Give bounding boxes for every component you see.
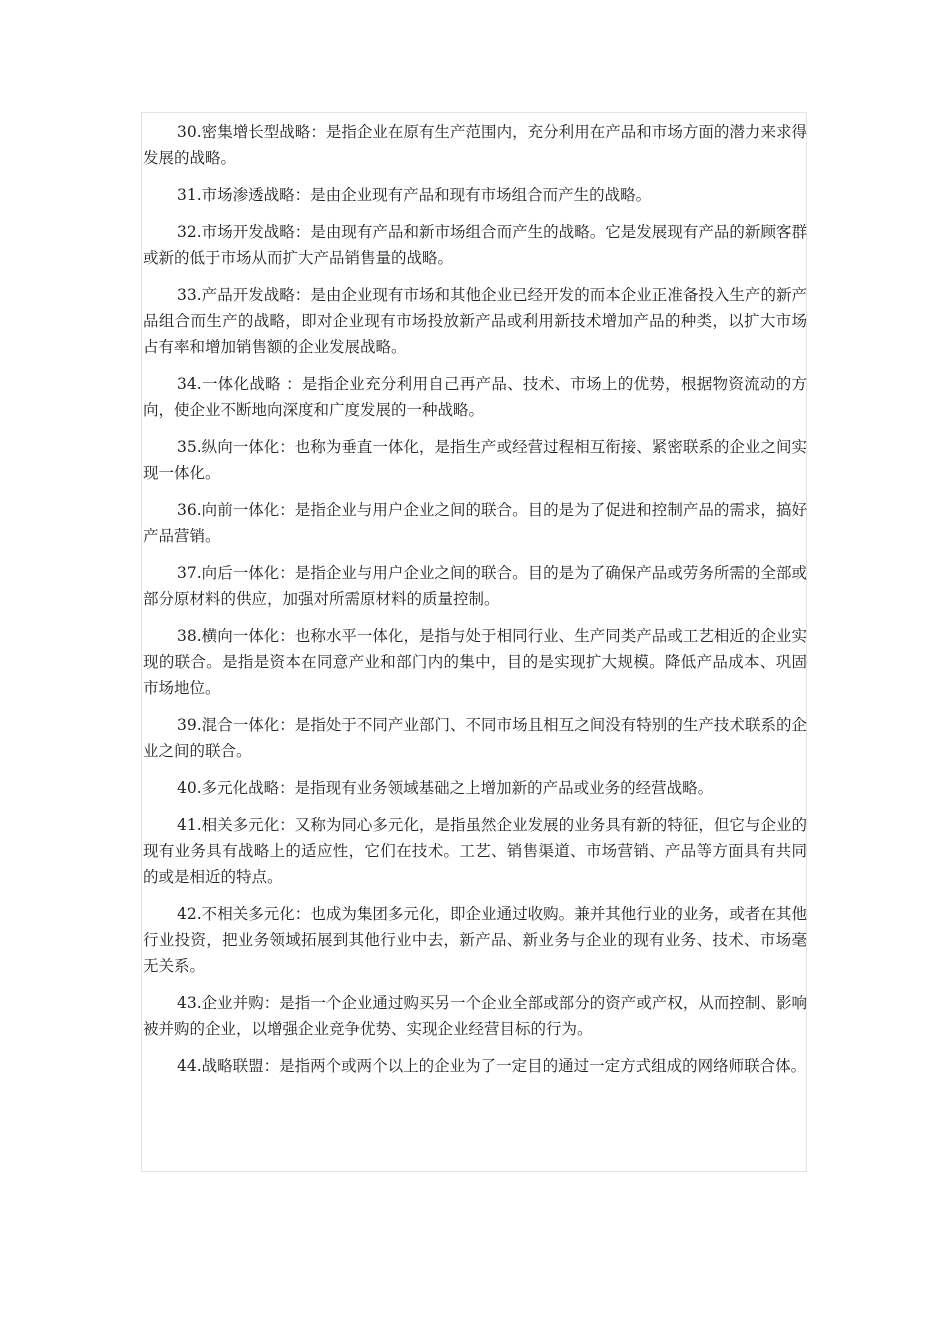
definition-entry-34: 34.一体化战略 ：是指企业充分利用自己再产品、技术、市场上的优势，根据物资流动的方向，使企业不断地向深度和广度发展的一种战略。 [143, 375, 807, 419]
definition-entry-31: 31.市场渗透战略：是由企业现有产品和现有市场组合而产生的战略。 [177, 186, 652, 204]
definition-entry-36: 36.向前一体化：是指企业与用户企业之间的联合。目的是为了促进和控制产品的需求，搞好产品营销。 [143, 501, 807, 545]
term-definition-list [143, 119, 807, 1090]
definition-entry-43: 43.企业并购：是指一个企业通过购买另一个企业全部或部分的资产或产权，从而控制、影响被并购的企业，以增强企业竞争优势、实现企业经营目标的行为。 [143, 994, 807, 1038]
definition-entry-41: 41.相关多元化：又称为同心多元化，是指虽然企业发展的业务具有新的特征，但它与企业的现有业务具有战略上的适应性，它们在技术。工艺、销售渠道、市场营销、产品等方面具有共同的或是相近的特点。 [143, 816, 807, 886]
definition-entry-30: 30.密集增长型战略：是指企业在原有生产范围内，充分利用在产品和市场方面的潜力来求得发展的战略。 [143, 123, 807, 167]
definition-entry-35: 35.纵向一体化：也称为垂直一体化，是指生产或经营过程相互衔接、紧密联系的企业之间实现一体化。 [143, 438, 807, 482]
definition-entry-44: 44.战略联盟：是指两个或两个以上的企业为了一定目的通过一定方式组成的网络师联合体。 [177, 1057, 807, 1075]
definition-entry-42: 42.不相关多元化：也成为集团多元化，即企业通过收购。兼并其他行业的业务，或者在其他行业投资，把业务领域拓展到其他行业中去，新产品、新业务与企业的现有业务、技术、市场毫无关系。 [143, 905, 807, 975]
definition-entry-40: 40.多元化战略：是指现有业务领域基础之上增加新的产品或业务的经营战略。 [177, 779, 714, 797]
definition-entry-37: 37.向后一体化：是指企业与用户企业之间的联合。目的是为了确保产品或劳务所需的全部或部分原材料的供应，加强对所需原材料的质量控制。 [143, 564, 807, 608]
definition-entry-39: 39.混合一体化：是指处于不同产业部门、不同市场且相互之间没有特别的生产技术联系的企业之间的联合。 [143, 716, 807, 760]
definition-entry-38: 38.横向一体化：也称水平一体化，是指与处于相同行业、生产同类产品或工艺相近的企业实现的联合。是指是资本在同意产业和部门内的集中，目的是实现扩大规模。降低产品成本、巩固市场地位。 [143, 627, 807, 697]
definition-entry-33: 33.产品开发战略：是由企业现有市场和其他企业已经开发的而本企业正准备投入生产的新产品组合而生产的战略，即对企业现有市场投放新产品或利用新技术增加产品的种类，以扩大市场占有率和增加销售额的企业发展战略。 [143, 286, 807, 356]
definition-entry-32: 32.市场开发战略：是由现有产品和新市场组合而产生的战略。它是发展现有产品的新顾客群或新的低于市场从而扩大产品销售量的战略。 [143, 223, 807, 267]
